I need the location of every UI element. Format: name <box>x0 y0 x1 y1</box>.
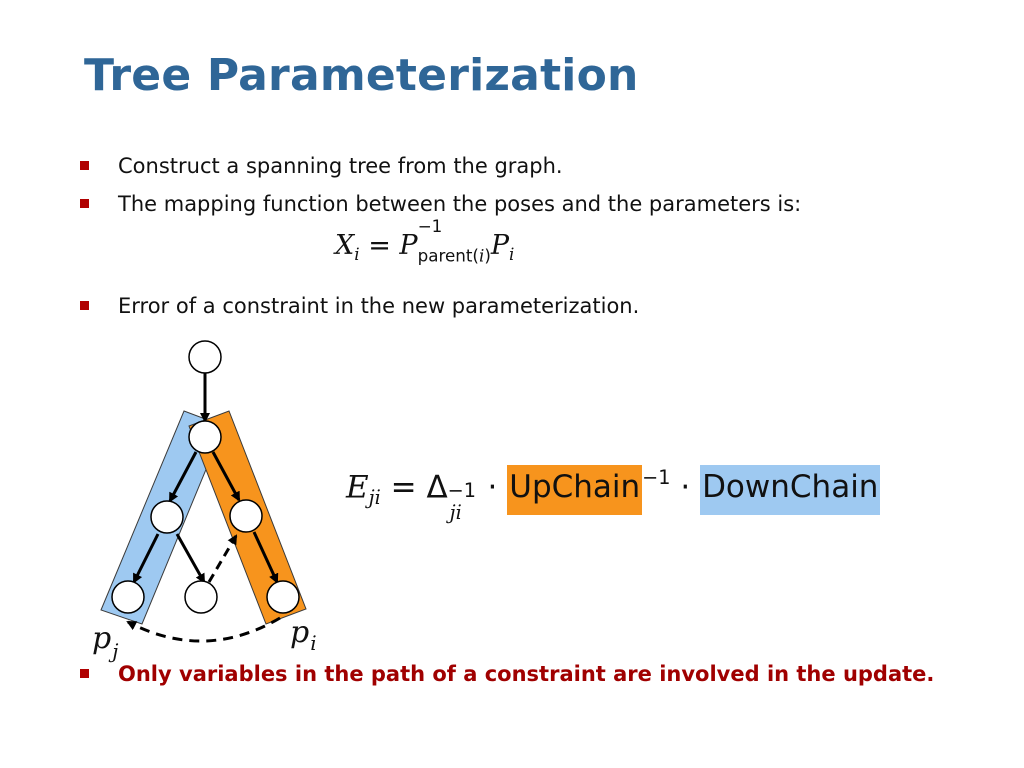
tree-node <box>189 421 221 453</box>
downchain-term: DownChain <box>700 465 880 515</box>
tree-node <box>230 500 262 532</box>
tree-node <box>189 341 221 373</box>
tree-node <box>267 581 299 613</box>
error-equation: $E_{ji} = \Delta$ −1 ji · UpChain $^{-1}$ · DownChain <box>346 466 879 525</box>
bullet-text: Error of a constraint in the new parameterization. <box>118 294 640 318</box>
slide-title: Tree Parameterization <box>84 50 639 101</box>
tree-node <box>112 581 144 613</box>
upchain-term: UpChain <box>507 465 642 515</box>
tree-node <box>185 581 217 613</box>
label-pj: $p_j$ <box>92 621 119 663</box>
bullet-text: The mapping function between the poses and the parameters is: <box>118 192 802 216</box>
dashed-edge <box>209 536 236 582</box>
loop-constraint-edge <box>128 618 280 641</box>
label-pi: $p_i$ <box>290 615 317 655</box>
bullet-text: Construct a spanning tree from the graph. <box>118 154 563 178</box>
tree-node <box>151 501 183 533</box>
edge <box>177 534 204 582</box>
mapping-equation: $X_i = P$ −1 $_{parent(i)}P_i$ <box>335 216 515 266</box>
bullet-text: Only variables in the path of a constraint are involved in the update. <box>118 662 935 686</box>
bullet-marker <box>80 669 89 678</box>
